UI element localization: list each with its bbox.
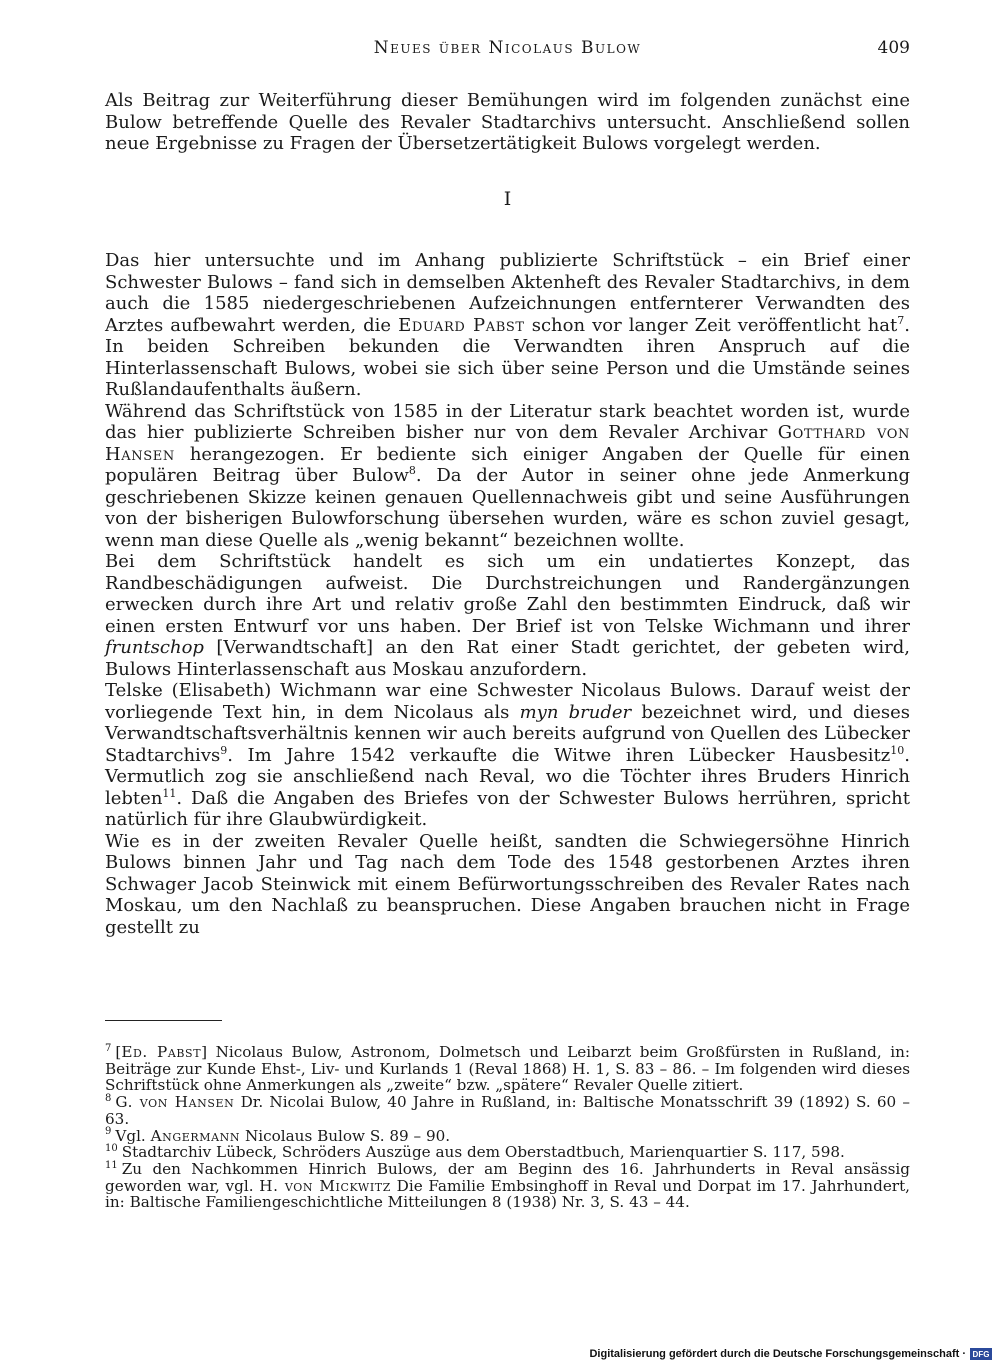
paragraph-1: [105, 250, 910, 401]
author-name: Gotthard von Hansen: [105, 422, 910, 465]
paragraph-5: Wie es in der zweiten Revaler Quelle heißt, sandten die Schwiegersöhne Hinrich Bulows binnen Jahr und Tag nach dem Tode des 1548 gestorbenen Arztes ihren Schwager Jacob Steinwick mit einem Befürwortungsschreiben des Revaler Rates nach Moskau, um den Nachlaß zu beanspruchen. Diese Angaben brauchen nicht in Frage gestellt zu: [105, 830, 910, 938]
text: . Im Jahre 1542 verkaufte die Witwe ihren Lübecker Hausbesitz: [227, 744, 891, 766]
footnote-8: [105, 1094, 910, 1127]
footnote-ref[interactable]: 8: [408, 464, 416, 477]
footnote-ref[interactable]: 7: [897, 313, 905, 327]
running-title: Neues über Nicolaus Bulow: [373, 38, 642, 58]
text: Das hier untersuchte und im Anhang publizierte Schriftstück – ein Brief einer Schwester Bulows – fand sich in demselben Aktenheft des Revaler Stadtarchivs, in dem auch die 1585 niedergeschriebenen Aufzeichnungen entfernterer Verwandten des Arztes aufbewahrt werden, die: [105, 250, 910, 336]
footnotes: [105, 1044, 910, 1211]
text: Telske (Elisabeth) Wichmann war eine Schwester Nicolaus Bulows. Darauf weist der vorliegende Text hin, in dem Nicolaus als: [105, 680, 910, 723]
body-text: [105, 90, 910, 938]
page-number: 409: [877, 38, 910, 58]
intro-paragraph: Als Beitrag zur Weiterführung dieser Bemühungen wird im folgenden zunächst eine Bulow betreffende Quelle des Revaler Stadtarchivs untersucht. Anschließend sollen neue Ergebnisse zu Fragen der Übersetzertätigkeit Bulows vorgelegt werden.: [105, 90, 910, 154]
text: [Verwandtschaft] an den Rat einer Stadt gerichtet, der gebeten wird, Bulows Hinterlassenschaft aus Moskau anzufordern.: [105, 637, 910, 680]
author-name: Ed. Pabst: [121, 1043, 202, 1061]
text: Vgl.: [115, 1126, 151, 1145]
italic-term: myn bruder: [519, 701, 632, 723]
text: ] Nicolaus Bulow, Astronom, Dolmetsch und Leibarzt beim Großfürsten in Rußland, in: Beiträge zur Kunde Ehst-, Liv- und Kurlands 1 (Reval 1868) H. 1, S. 83 – 86. – Im folgenden wird dieses Schriftstück ohne Anmerkungen als „zweite“ bzw. „spätere“ Revaler Quelle zitiert.: [105, 1043, 910, 1095]
digitization-credit: [589, 1346, 992, 1362]
paragraph-3: [105, 551, 910, 680]
footnote-number: 9: [105, 1126, 112, 1138]
italic-term: fruntschop: [105, 637, 204, 658]
text: [: [115, 1043, 122, 1061]
author-name: Angermann: [150, 1126, 241, 1145]
dfg-logo: DFG: [970, 1348, 992, 1360]
footnote-number: 11: [105, 1159, 118, 1171]
footnote-9: [105, 1128, 910, 1145]
text: Bei dem Schriftstück handelt es sich um ein undatiertes Konzept, das Randbeschädigungen aufweist. Die Durchstreichungen und Randergänzungen erwecken durch ihre Art und relativ große Zahl den bestimmten Eindruck, daß wir einen ersten Entwurf vor uns haben. Der Brief ist von Telske Wichmann und ihrer: [105, 551, 910, 637]
text: Die Familie Embsinghoff in Reval und Dorpat im 17. Jahrhundert, in: Baltische Familiengeschichtliche Mitteilungen 8 (1938) Nr. 3, S. 43 – 44.: [105, 1176, 910, 1212]
running-head: [105, 38, 910, 64]
author-name: Eduard Pabst: [398, 314, 525, 336]
text: Während das Schriftstück von 1585 in der Literatur stark beachtet worden ist, wurde das hier publizierte Schreiben bisher nur von dem Revaler Archivar: [105, 400, 910, 443]
credit-text: Digitalisierung gefördert durch die Deutsche Forschungsgemeinschaft ·: [589, 1348, 966, 1360]
author-name: H. von Mickwitz: [259, 1176, 391, 1195]
footnote-ref[interactable]: 10: [890, 743, 905, 757]
text: Zu den Nachkommen Hinrich Bulows, der am Beginn des 16. Jahrhunderts in Reval ansässig geworden war, vgl.: [105, 1159, 910, 1195]
text: bezeichnet wird, und dieses Verwandtschaftsverhältnis kennen wir auch bereits aufgrund von Quellen des Lübecker Stadtarchivs: [105, 701, 910, 766]
section-heading: I: [503, 187, 512, 210]
footnote-rule: [105, 1020, 222, 1021]
footnote-ref[interactable]: 9: [220, 743, 228, 757]
text: . Da der Autor in seiner ohne jede Anmerkung geschriebenen Skizze keinen genauen Quellennachweis gibt und seine Ausführungen von der bisherigen Bulowforschung übersehen wurden, wäre es schon zuviel gesagt, wenn man diese Quelle als „wenig bekannt“ bezeichnen wollte.: [105, 465, 910, 551]
author-name: G. von Hansen: [115, 1093, 235, 1112]
text: schon vor langer Zeit veröffentlicht hat: [524, 314, 898, 336]
footnote-7: [105, 1044, 910, 1094]
footnote-ref[interactable]: 11: [162, 786, 177, 800]
footnote-number: 10: [105, 1143, 118, 1155]
text: . In beiden Schreiben bekunden die Verwandten ihren Anspruch auf die Hinterlassenschaft Bulows, wobei sie sich über seine Person und die Umstände seines Rußlandaufenthalts äußern.: [105, 314, 910, 400]
footnote-11: [105, 1161, 910, 1211]
text: . Daß die Angaben des Briefes von der Schwester Bulows herrühren, spricht natürlich für ihre Glaubwürdigkeit.: [105, 787, 910, 830]
text: herangezogen. Er bediente sich einiger Angaben der Quelle für einen populären Beitrag über Bulow: [105, 443, 910, 486]
footnote-number: 7: [105, 1042, 112, 1054]
text: Dr. Nicolai Bulow, 40 Jahre in Rußland, in: Baltische Monatsschrift 39 (1892) S. 60 – 63.: [105, 1093, 910, 1128]
paragraph-2: [105, 401, 910, 552]
text: Nicolaus Bulow S. 89 – 90.: [240, 1126, 451, 1145]
footnote-number: 8: [105, 1093, 112, 1105]
footnote-10: [105, 1144, 910, 1161]
text: Stadtarchiv Lübeck, Schröders Auszüge aus dem Oberstadtbuch, Marienquartier S. 117, 598.: [121, 1143, 845, 1162]
text: . Vermutlich zog sie anschließend nach Reval, wo die Töchter ihres Bruders Hinrich lebten: [105, 744, 910, 809]
paragraph-4: [105, 680, 910, 831]
